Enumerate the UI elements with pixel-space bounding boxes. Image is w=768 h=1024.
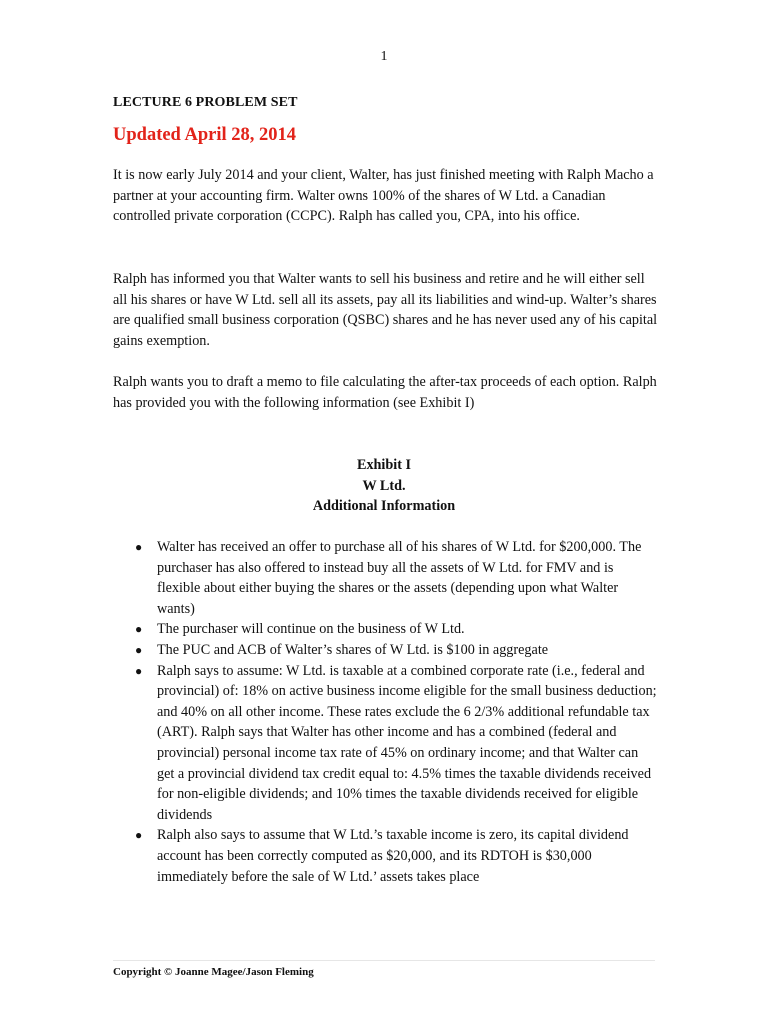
list-item-text: Ralph also says to assume that W Ltd.’s taxable income is zero, its capital dividend account has been correctly computed as $20,000, and its RDTOH is $30,000 immediately before the sale of W Ltd.’ assets takes place [157, 827, 629, 885]
document-heading: LECTURE 6 PROBLEM SET [113, 95, 298, 110]
bullet-icon: ● [135, 622, 143, 637]
exhibit-heading [113, 455, 655, 517]
page-number: 1 [380, 49, 388, 64]
bullet-icon: ● [135, 642, 143, 657]
list-item [113, 825, 658, 887]
bullet-icon: ● [135, 828, 143, 843]
exhibit-subtitle: Additional Information [312, 498, 456, 515]
copyright-footer: Copyright © Joanne Magee/Jason Fleming [113, 966, 314, 978]
bullet-icon: ● [135, 540, 143, 554]
exhibit-company: W Ltd. [362, 477, 406, 494]
exhibit-bullet-list [113, 537, 658, 887]
list-item [113, 537, 658, 619]
sale-options-paragraph: Ralph has informed you that Walter wants to sell his business and retire and he will either sell all his shares or have W Ltd. sell all its assets, pay all its liabilities and wind-up. Walter’s shares are qualified small business corporation (QSBC) shares and he has never used any of his capital gains exemption. [113, 271, 658, 349]
list-item-text: Ralph says to assume: W Ltd. is taxable at a combined corporate rate (i.e., federal and provincial) of: 18% on active business income eligible for the small business deduction; and 40% on all other income. These rates exclude the 6 2/3% additional refundable tax (ART). Ralph says that Walter has other income and has a combined (federal and provincial) personal income tax rate of 45% on ordinary income; and that Walter can get a provincial dividend tax credit equal to: 4.5% times the taxable dividends received for non-eligible dividends; and 10% times the taxable dividends received for eligible dividends [157, 662, 657, 823]
exhibit-title: Exhibit I [356, 457, 411, 473]
list-item [113, 640, 658, 661]
updated-date: Updated April 28, 2014 [113, 125, 296, 145]
list-item [113, 619, 658, 640]
list-item-text: The purchaser will continue on the business of W Ltd. [157, 621, 465, 638]
list-item-text: The PUC and ACB of Walter’s shares of W Ltd. is $100 in aggregate [157, 641, 549, 658]
list-item-text: Walter has received an offer to purchase all of his shares of W Ltd. for $200,000. The purchaser has also offered to instead buy all the assets of W Ltd. for FMV and is flexible about either buying the shares or the assets (depending upon what Walter wants) [157, 539, 642, 617]
footer-divider [113, 960, 655, 961]
intro-paragraph: It is now early July 2014 and your client, Walter, has just finished meeting with Ralph Macho a partner at your accounting firm. Walter owns 100% of the shares of W Ltd. a Canadian controlled private corporation (CCPC). Ralph has called you, CPA, into his office. [113, 167, 654, 225]
memo-request-paragraph: Ralph wants you to draft a memo to file calculating the after-tax proceeds of each option. Ralph has provided you with the following information (see Exhibit I) [113, 374, 657, 411]
list-item [113, 661, 658, 826]
bullet-icon: ● [135, 663, 143, 678]
